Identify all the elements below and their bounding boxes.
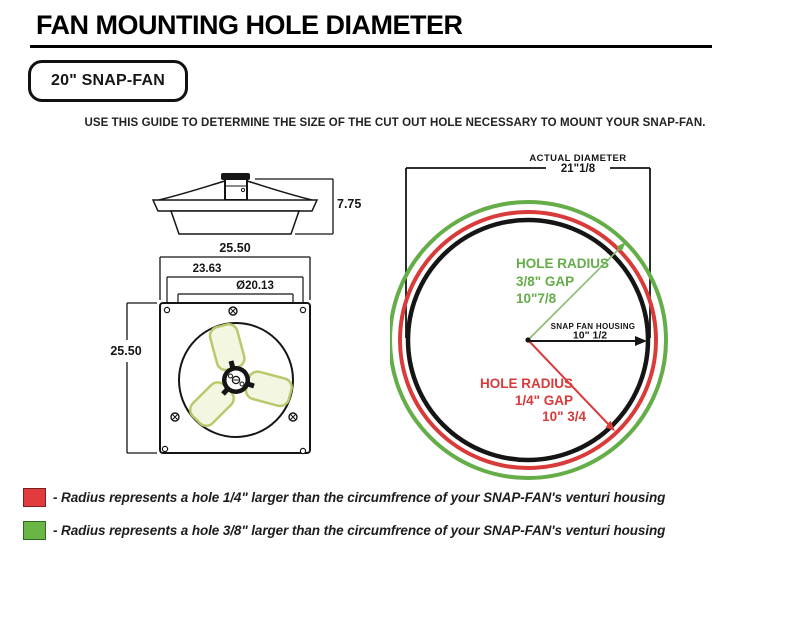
center-point	[525, 337, 530, 342]
actual-diameter-value: 21"1/8	[560, 163, 596, 175]
svg-text:10" 1/2: 10" 1/2	[572, 329, 608, 342]
legend-red-text: - Radius represents a hole 1/4" larger than the circumfrence of your SNAP-FAN's venturi housing	[53, 489, 666, 505]
dimension-bolt-spacing-lines	[167, 277, 303, 303]
dimension-fan-diameter-label: Ø20.13	[236, 280, 274, 292]
dimension-width-label: 25.50	[219, 241, 251, 255]
fan-side-view	[153, 173, 317, 234]
svg-text:10"7/8: 10"7/8	[516, 291, 557, 306]
fan-hub	[222, 366, 250, 394]
instruction-text: USE THIS GUIDE TO DETERMINE THE SIZE OF THE CUT OUT HOLE NECESSARY TO MOUNT YOUR SNAP-FAN.	[84, 117, 706, 129]
flange-plate	[153, 200, 317, 211]
housing-profile	[171, 211, 299, 234]
dimension-side-height-label: 7.75	[337, 197, 362, 211]
legend	[23, 487, 783, 553]
venturi-curve-left	[159, 181, 225, 200]
dimension-front-height-label: 25.50	[110, 344, 142, 358]
motor-body	[225, 179, 247, 200]
page-title: FAN MOUNTING HOLE DIAMETER	[36, 10, 463, 40]
svg-text:3/8" GAP: 3/8" GAP	[516, 274, 575, 289]
fan-size-badge: 20" SNAP-FAN	[28, 60, 188, 102]
red-swatch-icon	[23, 488, 46, 507]
svg-text:HOLE RADIUS: HOLE RADIUS	[479, 376, 573, 391]
svg-text:10" 3/4: 10" 3/4	[542, 409, 586, 424]
venturi-curve-right	[247, 181, 312, 200]
fan-technical-drawing	[95, 148, 375, 470]
actual-diameter-label: ACTUAL DIAMETER	[529, 153, 627, 164]
dimension-bolt-spacing-label: 23.63	[192, 263, 222, 275]
green-swatch-icon	[23, 521, 46, 540]
legend-green-text: - Radius represents a hole 3/8" larger than the circumfrence of your SNAP-FAN's venturi housing	[53, 522, 666, 538]
title-underline	[30, 10, 712, 48]
legend-row-green	[23, 520, 783, 540]
svg-text:1/4" GAP: 1/4" GAP	[514, 393, 573, 408]
svg-text:HOLE RADIUS: HOLE RADIUS	[516, 256, 610, 271]
dimension-front-height-lines	[127, 303, 157, 453]
svg-text:SNAP FAN HOUSING: SNAP FAN HOUSING	[550, 322, 636, 331]
fan-front-view	[160, 303, 310, 454]
legend-row-red	[23, 487, 783, 507]
hole-diameter-diagram	[390, 148, 682, 496]
